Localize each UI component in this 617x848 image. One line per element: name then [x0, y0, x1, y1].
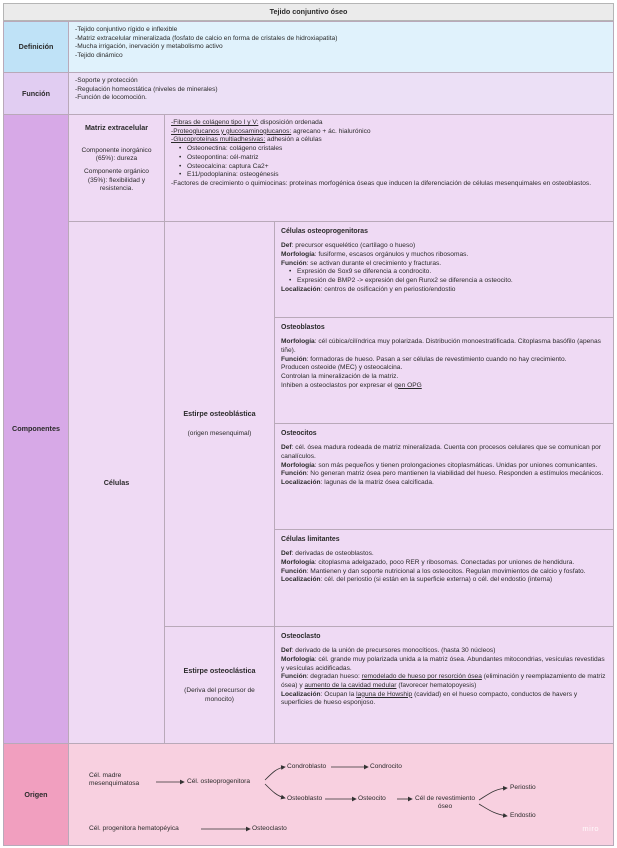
progenitoras-list — [281, 268, 607, 285]
morfologia-text: : fusiforme, escasos orgánulos y muchos ribosomas. — [314, 250, 469, 258]
funcion-sub-label: Función — [281, 567, 307, 575]
proteoglucanos-link[interactable]: -Proteoglucanos y glucosaminoglucanos: — [171, 127, 292, 135]
morfologia-label: Morfología — [281, 338, 315, 346]
morfologia-label: Morfología — [281, 558, 315, 566]
funcion-text: : No generan matriz ósea pero mantienen la viabilidad del hueso. Responden a estímulos mecánicos. — [306, 470, 604, 478]
matriz-label-cell — [68, 114, 165, 222]
osteoblastica-label-cell — [164, 221, 275, 627]
glucoproteinas-text: adhesión a células — [265, 136, 322, 144]
list-item: • E11/podoplanina: osteogénesis — [171, 171, 607, 180]
osteoblastos-cell — [274, 317, 614, 424]
definicion-line: -Matriz extracelular mineralizada (fosfato de calcio en forma de cristales de hidroxiapatita) — [75, 34, 338, 42]
funcion-label: Función — [22, 88, 50, 98]
node-periostio: Periostio — [510, 784, 536, 791]
funcion-text: : formadoras de hueso. Pasan a ser células de revestimiento cuando no hay crecimiento. — [306, 355, 567, 363]
celulas-label: Células — [103, 477, 130, 487]
cavidad-medular-link[interactable]: aumento de la cavidad medular — [304, 681, 397, 689]
gen-opg-link[interactable]: gen OPG — [394, 381, 422, 389]
osteocitos-cell — [274, 423, 614, 530]
localizacion-text: : lagunas de la matriz ósea calcificada. — [320, 478, 434, 486]
funcion-text: : se activan durante el crecimiento y fracturas. — [306, 259, 442, 267]
definicion-line: -Tejido dinámico — [75, 52, 123, 60]
matriz-organico: Componente orgánico (35%): flexibilidad y resistencia. — [84, 167, 149, 193]
node-mesenquimatosa: Cél. madre mesenquimatosa — [89, 772, 140, 788]
fibras-link[interactable]: -Fibras de colágeno tipo I y V: — [171, 119, 259, 126]
def-label: Def — [281, 444, 292, 452]
origen-body — [68, 743, 614, 846]
osteoblastos-line: Controlan la mineralización de la matriz. — [281, 372, 399, 380]
morfologia-text: : cél cúbica/cilíndrica muy polarizada. Distribución monoestratificada. Citoplasma basófilo (apenas tiñe). — [281, 338, 601, 354]
funcion-label-cell — [3, 72, 69, 115]
miro-logo: miro — [582, 824, 599, 834]
list-item: • Osteonectina: colágeno cristales — [171, 145, 607, 154]
origen-label: Origen — [24, 789, 48, 799]
morfologia-label: Morfología — [281, 461, 315, 469]
funcion-text: : degradan hueso: — [306, 673, 362, 681]
def-text: : precursor esquelético (cartílago o hueso) — [291, 242, 416, 250]
funcion-text: (favorecer hematopoyesis) — [396, 681, 477, 689]
def-text: : derivado de la unión de precursores monocíticos. (hasta 30 núcleos) — [291, 647, 496, 655]
def-label: Def — [281, 242, 292, 250]
osteoblastos-title: Osteoblastos — [281, 324, 325, 331]
osteoclasto-cell — [274, 626, 614, 744]
node-hematopoyetica: Cél. progenitora hematopéyica — [89, 825, 179, 832]
osteoblastos-line: Inhiben a osteoclastos por expresar el — [281, 381, 395, 389]
osteoclastica-sub: (Deriva del precursor de monocito) — [184, 687, 255, 703]
funcion-text: (eliminación y reemplazamiento de matriz ósea) y — [281, 673, 606, 689]
limitantes-cell — [274, 529, 614, 627]
origen-label-cell — [3, 743, 69, 846]
def-label: Def — [281, 647, 292, 655]
node-endostio: Endostio — [510, 812, 536, 819]
osteoclasto-title: Osteoclasto — [281, 633, 321, 640]
definicion-line: -Mucha irrigación, inervación y metabolismo activo — [75, 43, 223, 51]
osteocitos-title: Osteocitos — [281, 430, 317, 437]
funcion-line: -Soporte y protección — [75, 77, 138, 84]
list-item: • Expresión de BMP2 -> expresión del gen Runx2 se diferencia a osteocito. — [281, 277, 607, 286]
componentes-label-cell — [3, 114, 69, 744]
osteoprogenitoras-cell — [274, 221, 614, 318]
localizacion-label: Localización — [281, 285, 321, 293]
funcion-sub-label: Función — [281, 673, 307, 681]
node-osteoclasto: Osteoclasto — [252, 825, 287, 832]
page-title: Tejido conjuntivo óseo — [3, 3, 614, 21]
morfologia-label: Morfología — [281, 655, 315, 663]
componentes-label: Componentes — [12, 424, 60, 434]
funcion-sub-label: Función — [281, 355, 307, 363]
glucoproteinas-link[interactable]: -Glucoproteínas multiadhesivas: — [171, 136, 266, 144]
laguna-howship-link[interactable]: laguna de Howship — [356, 690, 413, 698]
factores-text: -Factores de crecimiento o quimiocinas: proteínas morfogénica óseas que inducen la diferenciación de células mesenquimales en osteoblastos. — [171, 179, 592, 187]
morfologia-label: Morfología — [281, 250, 315, 258]
localizacion-label: Localización — [281, 478, 321, 486]
node-condroblasto: Condroblasto — [287, 763, 327, 770]
funcion-sub-label: Función — [281, 259, 307, 267]
list-item: • Osteocalcina: captura Ca2+ — [171, 163, 607, 172]
list-item: • Osteopontina: cél-matriz — [171, 154, 607, 163]
node-revestimiento: Cél de revestimiento óseo — [414, 795, 476, 811]
matriz-inorganico: Componente inorgánico (65%): dureza — [81, 146, 152, 163]
matriz-title: Matriz extracelular — [84, 123, 149, 132]
localizacion-label: Localización — [281, 576, 321, 584]
funcion-body — [68, 72, 614, 115]
list-item: • Expresión de Sox9 se diferencia a condrocito. — [281, 268, 607, 277]
fibras-text: disposición ordenada — [258, 119, 323, 126]
morfologia-text: : son más pequeños y tienen prolongaciones citoplasmáticas. Unidas por uniones comunicantes. — [314, 461, 598, 469]
glucoproteinas-list — [171, 145, 607, 180]
definicion-label: Definición — [18, 42, 54, 52]
definicion-body — [68, 21, 614, 73]
funcion-line: -Función de locomoción. — [75, 94, 147, 102]
funcion-line: -Regulación homeostática (niveles de minerales) — [75, 85, 218, 93]
osteoprogenitoras-title: Células osteoprogenitoras — [281, 228, 368, 235]
osteoblastica-sub: (origen mesenquimal) — [187, 430, 252, 438]
node-osteoblasto: Osteoblasto — [287, 795, 323, 802]
osteoblastos-line: Producen osteoide (MEC) y osteocalcina. — [281, 364, 403, 372]
definicion-line: -Tejido conjuntivo rígido e inflexible — [75, 26, 178, 33]
funcion-text: : Mantienen y dan soporte nutricional a los osteocitos. Regulan movimientos de calcio y fosfato. — [306, 567, 586, 575]
definicion-label-cell — [3, 21, 69, 73]
limitantes-title: Células limitantes — [281, 536, 340, 543]
def-text: : cél. ósea madura rodeada de matriz mineralizada. Cuenta con procesos celulares que se comunican por canalículos. — [281, 444, 601, 460]
localizacion-text: (cavidad) en el hueso compacto, conductos de havers y superficies de hueso esponjoso. — [281, 690, 578, 707]
localizacion-label: Localización — [281, 690, 321, 698]
localizacion-text: : cél. del periostio (si están en la superficie externa) o cél. del endostio (interna) — [320, 576, 553, 584]
osteoclastica-title: Estirpe osteoclástica — [183, 665, 256, 675]
matriz-body — [164, 114, 614, 222]
resorcion-link[interactable]: remodelado de hueso por resorción ósea — [361, 673, 482, 681]
funcion-sub-label: Función — [281, 470, 307, 478]
proteoglucanos-text: agrecano + ác. hialurónico — [291, 127, 371, 135]
morfologia-text: : cél. grande muy polarizada unida a la matriz ósea. Abundantes mitocondrias, vesículas revestidas y vesículas acidificadas. — [281, 655, 605, 672]
osteoclastica-label-cell — [164, 626, 275, 744]
def-text: : derivadas de osteoblastos. — [291, 550, 374, 558]
morfologia-text: : citoplasma adelgazado, poco RER y ribosomas. Conectadas por uniones de hendidura. — [314, 558, 575, 566]
celulas-label-cell — [68, 221, 165, 744]
def-label: Def — [281, 550, 292, 558]
osteoblastica-title: Estirpe osteoblástica — [183, 408, 256, 418]
node-condrocito: Condrocito — [370, 763, 402, 770]
localizacion-text: : centros de osificación y en periostio/endostio — [320, 285, 456, 293]
localizacion-text: : Ocupan la — [320, 690, 357, 698]
node-osteocito: Osteocito — [358, 795, 386, 802]
node-osteoprogenitora: Cél. osteoprogenitora — [187, 778, 251, 785]
